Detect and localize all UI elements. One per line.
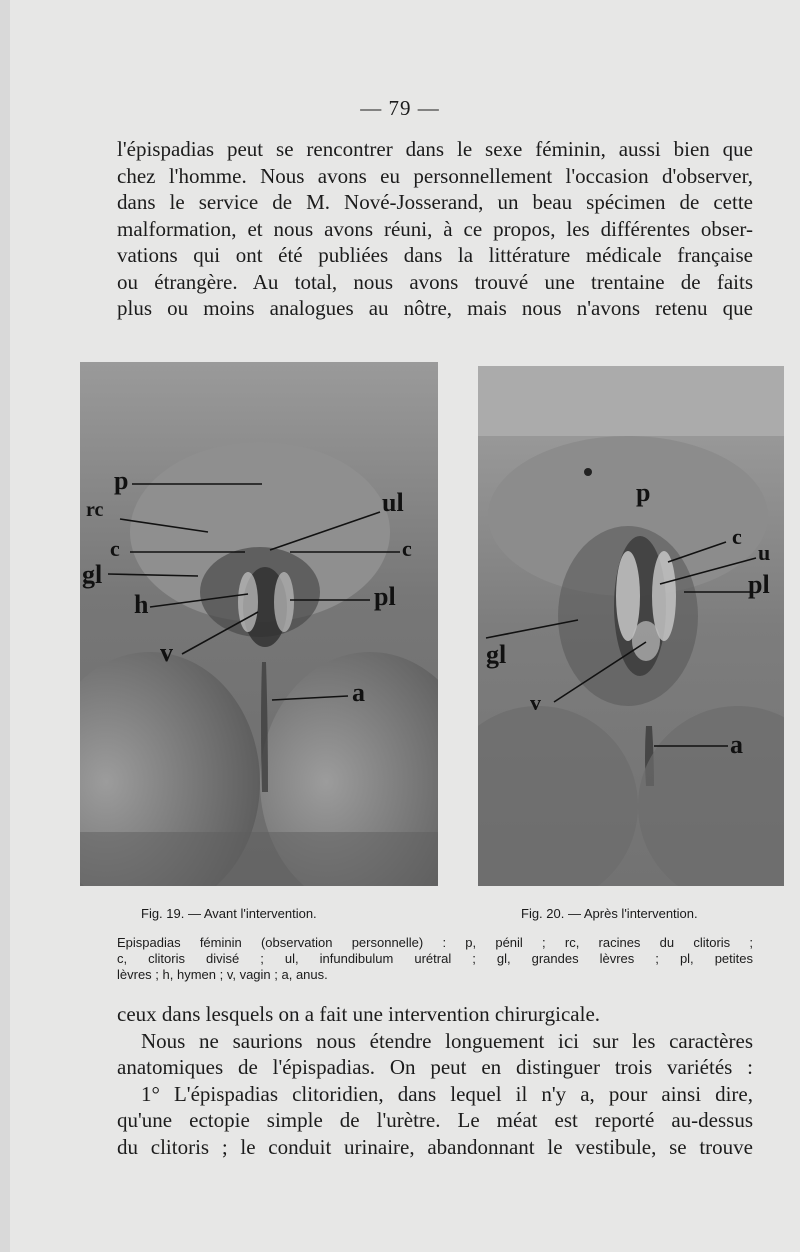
text-line: plus ou moins analogues au nôtre, mais nous n'avons retenu que [117, 296, 753, 320]
label-gl: gl [486, 640, 507, 669]
text-line: vations qui ont été publiées dans la littérature médicale française [117, 243, 753, 267]
label-a: a [352, 678, 365, 707]
label-pl: pl [374, 582, 396, 611]
label-h: h [134, 590, 149, 619]
figure-19-photo [80, 362, 438, 886]
figure-19-caption: Fig. 19. — Avant l'intervention. [141, 906, 317, 921]
label-p: p [636, 478, 651, 507]
body-paragraph [117, 1001, 753, 1160]
label-c: c [732, 524, 742, 549]
intro-paragraph [117, 136, 753, 322]
figure-legend [117, 935, 753, 983]
page-number: — 79 — [360, 96, 440, 120]
label-v: v [160, 638, 173, 667]
text-line: Nous ne saurions nous étendre longuement ici sur les caractères [141, 1028, 753, 1053]
text-line: 1° L'épispadias clitoridien, dans lequel il n'y a, pour ainsi dire, [141, 1081, 753, 1106]
legend-line: lèvres ; h, hymen ; v, vagin ; a, anus. [117, 967, 328, 982]
legend-line: Epispadias féminin (observation personnelle) : p, pénil ; rc, racines du clitoris ; [117, 935, 753, 950]
label-v: v [530, 690, 541, 715]
figure-20-caption: Fig. 20. — Après l'intervention. [521, 906, 698, 921]
label-rc: rc [86, 499, 104, 521]
figure-20-photo [478, 366, 784, 886]
text-line: dans le service de M. Nové-Josserand, un beau spécimen de cette [117, 190, 753, 214]
label-p: p [114, 466, 129, 495]
text-line: chez l'homme. Nous avons eu personnellement l'occasion d'observer, [117, 163, 753, 188]
label-c-right: c [402, 536, 412, 561]
text-line: malformation, et nous avons réuni, à ce propos, les différentes obser- [117, 216, 753, 241]
label-c-left: c [110, 536, 120, 561]
text-line: du clitoris ; le conduit urinaire, abandonnant le vestibule, se trouve [117, 1134, 753, 1159]
label-u: u [758, 540, 771, 565]
label-pl: pl [748, 570, 770, 599]
text-line: ou étrangère. Au total, nous avons trouvé une trentaine de faits [117, 269, 753, 294]
text-line: qu'une ectopie simple de l'urètre. Le méat est reporté au-dessus [117, 1108, 753, 1132]
legend-line: c, clitoris divisé ; ul, infundibulum urétral ; gl, grandes lèvres ; pl, petites [117, 951, 753, 966]
figure-20-leader-lines [478, 366, 784, 886]
text-line: l'épispadias peut se rencontrer dans le sexe féminin, aussi bien que [117, 137, 753, 161]
label-a: a [730, 730, 743, 759]
text-line: ceux dans lesquels on a fait une intervention chirurgicale. [117, 1002, 601, 1026]
text-line: anatomiques de l'épispadias. On peut en distinguer trois variétés : [117, 1055, 753, 1079]
label-gl: gl [82, 560, 103, 589]
label-ul: ul [382, 488, 404, 517]
figure-19-leader-lines [80, 362, 438, 886]
